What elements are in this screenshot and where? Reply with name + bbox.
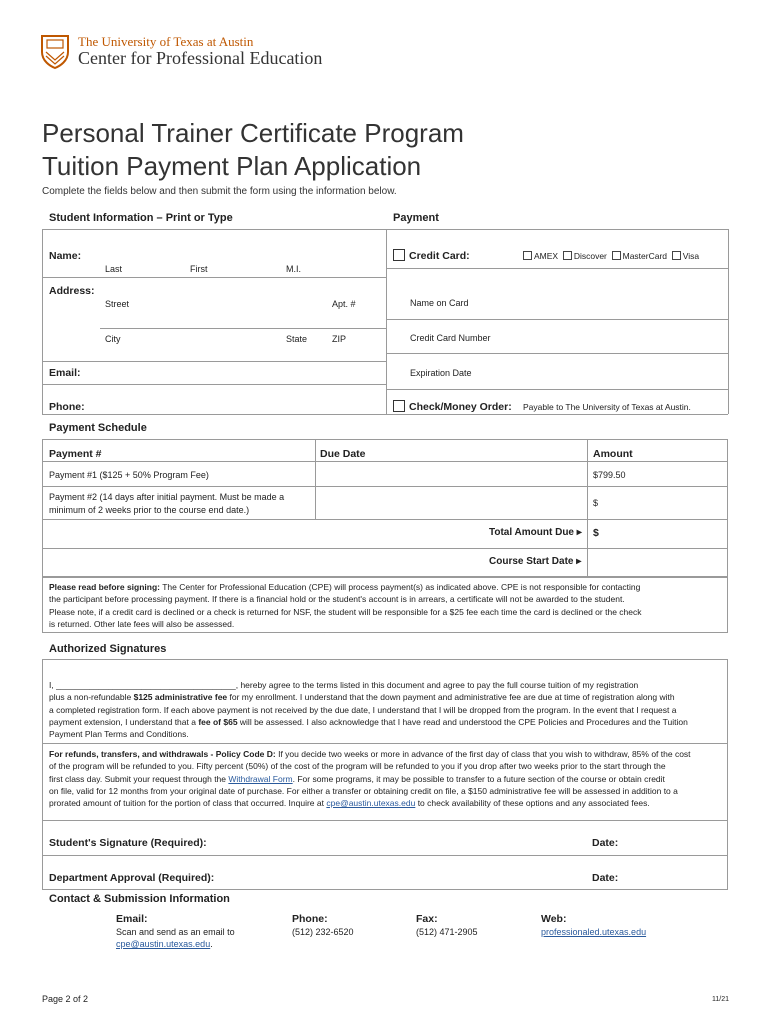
col-due-header: Due Date	[320, 448, 366, 460]
payment-schedule-heading: Payment Schedule	[49, 422, 147, 434]
street-label: Street	[105, 299, 130, 309]
row1-amount: $799.50	[593, 470, 626, 480]
instructions: Complete the fields below and then submit the form using the information below.	[42, 186, 397, 197]
contact-fax-label: Fax:	[416, 913, 438, 925]
student-date-label: Date:	[592, 837, 619, 849]
department-date-field[interactable]	[622, 860, 722, 886]
course-start-label: Course Start Date ▸	[489, 556, 582, 567]
name-field[interactable]	[100, 244, 380, 262]
discover-checkbox[interactable]	[563, 251, 572, 260]
total-amount-value: $	[593, 527, 599, 539]
page-title-line2: Tuition Payment Plan Application	[42, 151, 422, 181]
state-label: State	[286, 334, 308, 344]
city-field[interactable]	[100, 343, 380, 359]
row2-label-2: minimum of 2 weeks prior to the course end date.)	[49, 505, 250, 515]
credit-card-option[interactable]: Credit Card:	[393, 249, 470, 262]
name-on-card-label: Name on Card	[410, 298, 469, 308]
apt-label: Apt. #	[332, 299, 356, 309]
check-checkbox[interactable]	[393, 400, 405, 412]
course-start-field[interactable]	[591, 551, 724, 573]
student-date-field[interactable]	[622, 825, 722, 851]
expiration-label: Expiration Date	[410, 368, 472, 378]
payable-note: Payable to The University of Texas at Austin.	[523, 402, 691, 412]
cpe-email-link[interactable]: cpe@austin.utexas.edu	[326, 798, 416, 809]
email-field[interactable]	[90, 364, 380, 382]
col-payment-header: Payment #	[49, 448, 102, 460]
mastercard-option[interactable]: MasterCard	[612, 251, 667, 261]
contact-email-label: Email:	[116, 913, 148, 925]
expiration-field[interactable]	[405, 356, 723, 366]
email-label: Email:	[49, 367, 81, 379]
visa-option[interactable]: Visa	[672, 251, 699, 261]
ut-seal-logo	[40, 34, 70, 70]
contact-phone-label: Phone:	[292, 913, 328, 925]
zip-label: ZIP	[332, 334, 347, 344]
discover-option[interactable]: Discover	[563, 251, 607, 261]
row1-due-date-field[interactable]	[318, 464, 584, 484]
student-signature-field[interactable]	[215, 825, 580, 851]
total-amount-label: Total Amount Due ▸	[489, 527, 582, 538]
agreement-name-field[interactable]	[56, 677, 278, 689]
mi-label: M.I.	[286, 264, 301, 274]
form-version: 11/21	[712, 996, 729, 1003]
page-number: Page 2 of 2	[42, 994, 89, 1004]
department-date-label: Date:	[592, 872, 619, 884]
withdrawal-form-link[interactable]: Withdrawal Form	[228, 773, 293, 784]
student-info-heading: Student Information – Print or Type	[49, 212, 233, 224]
department-approval-label: Department Approval (Required):	[49, 872, 215, 884]
row2-label-1: Payment #2 (14 days after initial payment. Must be made a	[49, 492, 285, 502]
contact-email-value: cpe@austin.utexas.edu.	[116, 939, 213, 949]
contact-web-link[interactable]: professionaled.utexas.edu	[541, 927, 647, 937]
contact-fax-value: (512) 471-2905	[416, 927, 478, 937]
mastercard-checkbox[interactable]	[612, 251, 621, 260]
last-label: Last	[105, 264, 123, 274]
payment-heading: Payment	[393, 212, 439, 224]
card-type-options	[523, 251, 699, 261]
center-name: Center for Professional Education	[78, 48, 323, 68]
card-number-field[interactable]	[405, 322, 723, 332]
name-on-card-field[interactable]	[405, 274, 723, 296]
notice-text: Please read before signing: The Center for Professional Education (CPE) will process payment(s) as indicated above. CPE is not responsible for contacting the participant before processing payment. If there is a financial hold or the student's account is in arrears, a certificate will not be awarded to the student. Please note, if a credit card is declined or a check is returned for NSF, the student will be responsible for a $25 fee each time the card is declined or the check is returned. Other late fees will also be assessed.	[49, 582, 642, 629]
phone-field[interactable]	[90, 396, 380, 412]
card-number-label: Credit Card Number	[410, 333, 491, 343]
contact-heading: Contact & Submission Information	[49, 893, 230, 905]
amex-checkbox[interactable]	[523, 251, 532, 260]
name-label: Name:	[49, 250, 82, 262]
agreement-text: I, ______________________________________, hereby agree to the terms listed in this document and agree to pay the full course tuition of my registration plus a non-refundable $125 administrative fee for my enrollment. I understand that the down payment and administrative fee are due at time of registration along with a completed registration form. If each above payment is not received by the due date, I understand that I will be dropped from the program. In the event that I request a payment extension, I understand that a fee of $65 will be assessed. I also acknowledge that I have read and understood the CPE Policies and Procedures and the Tuition Payment Plan Terms and Conditions.	[49, 680, 688, 740]
address-label: Address:	[49, 285, 95, 297]
col-amount-header: Amount	[593, 448, 633, 460]
contact-web-label: Web:	[541, 913, 567, 925]
university-name: The University of Texas at Austin	[78, 34, 254, 49]
visa-checkbox[interactable]	[672, 251, 681, 260]
amex-option[interactable]: AMEX	[523, 251, 558, 261]
city-label: City	[105, 334, 121, 344]
contact-email-link[interactable]: cpe@austin.utexas.edu	[116, 939, 211, 949]
row2-due-date-field[interactable]	[318, 489, 584, 517]
row2-amount: $	[593, 498, 599, 508]
department-approval-field[interactable]	[215, 860, 580, 886]
check-option[interactable]: Check/Money Order:	[393, 400, 512, 413]
student-signature-label: Student's Signature (Required):	[49, 837, 207, 849]
refund-policy-text: For refunds, transfers, and withdrawals - Policy Code D: If you decide two weeks or more in advance of the first day of class that you wish to withdraw, 85% of the cost of the program will be refunded to you. Fifty percent (50%) of the cost of the program will be refunded to you if you drop after two weeks prior to the start through the first class day. Submit your request through the Withdrawal Form. For some programs, it may be possible to transfer to a future section of the course or obtain credit on file, valid for 12 months from your original date of purchase. For either a transfer or obtaining credit on file, a $150 administrative fee will be assessed in addition to a prorated amount of tuition for the portion of class that occurred. Inquire at cpe@austin.utexas.edu to check availability of these options and any associated fees.	[49, 749, 691, 809]
contact-phone-value: (512) 232-6520	[292, 927, 354, 937]
phone-label: Phone:	[49, 401, 85, 413]
first-label: First	[190, 264, 208, 274]
total-amount-field[interactable]	[600, 522, 724, 544]
row1-label: Payment #1 ($125 + 50% Program Fee)	[49, 470, 209, 480]
page-title-line1: Personal Trainer Certificate Program	[42, 118, 464, 148]
street-field[interactable]	[100, 308, 380, 326]
signatures-heading: Authorized Signatures	[49, 643, 167, 655]
contact-email-text: Scan and send as an email to	[116, 927, 235, 937]
credit-card-checkbox[interactable]	[393, 249, 405, 261]
